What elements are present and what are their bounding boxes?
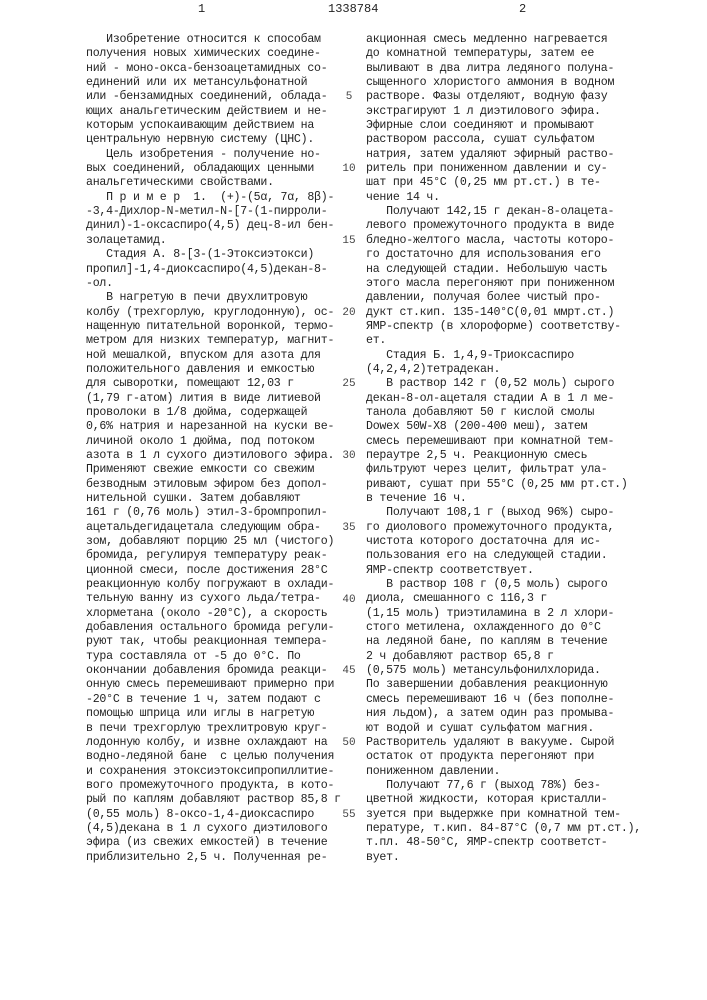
text-line: эфира (из свежих емкостей) в течение xyxy=(86,836,341,850)
text-line: Получают 77,6 г (выход 78%) без- xyxy=(366,779,641,793)
left-page-number: 1 xyxy=(198,2,205,16)
text-line: вует. xyxy=(366,851,641,865)
text-line: пературе, т.кип. 84-87°C (0,7 мм рт.ст.), xyxy=(366,822,641,836)
text-line: пользования его на следующей стадии. xyxy=(366,549,641,563)
text-line: давлении, получая более чистый про- xyxy=(366,291,641,305)
line-number: 55 xyxy=(339,809,359,821)
text-line: растворе. Фазы отделяют, водную фазу xyxy=(366,90,641,104)
text-line: этого масла перегоняют при пониженном xyxy=(366,277,641,291)
text-line: декан-8-ол-ацеталя стадии А в 1 л ме- xyxy=(366,392,641,406)
text-line: го достаточно для использования его xyxy=(366,248,641,262)
text-line: безводным этиловым эфиром без допол- xyxy=(86,478,341,492)
text-line: зуется при выдержке при комнатной тем- xyxy=(366,808,641,822)
text-line: бромида, регулируя температуру реак- xyxy=(86,549,341,563)
text-line: 0,6% натрия и нарезанной на куски ве- xyxy=(86,420,341,434)
text-line: В раствор 142 г (0,52 моль) сырого xyxy=(366,377,641,391)
text-line: пераутре 2,5 ч. Реакционную смесь xyxy=(366,449,641,463)
text-line: левого промежуточного продукта в виде xyxy=(366,219,641,233)
text-line: помощью шприца или иглы в нагретую xyxy=(86,707,341,721)
patent-number: 1338784 xyxy=(328,2,378,16)
text-line: ной мешалкой, впуском для азота для xyxy=(86,349,341,363)
left-text-column xyxy=(86,33,341,865)
text-line: По завершении добавления реакционную xyxy=(366,678,641,692)
text-line: рый по каплям добавляют раствор 85,8 г xyxy=(86,793,341,807)
text-line: ют водой и сушат сульфатом магния. xyxy=(366,722,641,736)
text-line: и сохранения этоксиэтоксипропиллитие- xyxy=(86,765,341,779)
right-page-number: 2 xyxy=(519,2,526,16)
text-line: получения новых химических соедине- xyxy=(86,47,341,61)
text-line: смесь перемешивают 16 ч (без пополне- xyxy=(366,693,641,707)
text-line: П р и м е р 1. (+)-(5α, 7α, 8β)- xyxy=(86,191,341,205)
text-line: положительного давления и емкостью xyxy=(86,363,341,377)
text-line: (1,79 г-атом) лития в виде литиевой xyxy=(86,392,341,406)
text-line: натрия, затем удаляют эфирный раство- xyxy=(366,148,641,162)
text-line: шат при 45°C (0,25 мм рт.ст.) в те- xyxy=(366,176,641,190)
text-line: ет. xyxy=(366,334,641,348)
text-line: -3,4-Дихлор-N-метил-N-[7-(1-пирроли- xyxy=(86,205,341,219)
text-line: акционная смесь медленно нагревается xyxy=(366,33,641,47)
text-line: (4,2,4,2)тетрадекан. xyxy=(366,363,641,377)
text-line: Стадия Б. 1,4,9-Триоксаспиро xyxy=(366,349,641,363)
text-line: для сыворотки, помещают 12,03 г xyxy=(86,377,341,391)
text-line: Получают 108,1 г (выход 96%) сыро- xyxy=(366,506,641,520)
text-line: тельную ванну из сухого льда/тетра- xyxy=(86,592,341,606)
text-line: Изобретение относится к способам xyxy=(86,33,341,47)
text-line: ривают, сушат при 55°C (0,25 мм рт.ст.) xyxy=(366,478,641,492)
text-line: бледно-желтого масла, частоты которо- xyxy=(366,234,641,248)
line-number: 5 xyxy=(339,91,359,103)
text-line: раствором рассола, сушат сульфатом xyxy=(366,133,641,147)
text-line: 2 ч добавляют раствор 65,8 г xyxy=(366,650,641,664)
line-number: 40 xyxy=(339,594,359,606)
text-line: водно-ледяной бане с целью получения xyxy=(86,750,341,764)
text-line: (4,5)декана в 1 л сухого диэтилового xyxy=(86,822,341,836)
text-line: тура составляла от -5 до 0°C. По xyxy=(86,650,341,664)
text-line: В нагретую в печи двухлитровую xyxy=(86,291,341,305)
text-line: азота в 1 л сухого диэтилового эфира. xyxy=(86,449,341,463)
text-line: т.пл. 48-50°C, ЯМР-спектр соответст- xyxy=(366,836,641,850)
text-line: золацетамид. xyxy=(86,234,341,248)
text-line: на следующей стадии. Небольшую часть xyxy=(366,263,641,277)
text-line: го диолового промежуточного продукта, xyxy=(366,521,641,535)
text-line: хлорметана (около -20°C), а скорость xyxy=(86,607,341,621)
text-line: ния льдом), а затем один раз промыва- xyxy=(366,707,641,721)
text-line: цветной жидкости, которая кристалли- xyxy=(366,793,641,807)
text-line: ционной смеси, после достижения 28°C xyxy=(86,564,341,578)
text-line: на ледяной бане, по каплям в течение xyxy=(366,635,641,649)
right-text-column xyxy=(366,33,641,865)
text-line: или -бензамидных соединений, облада- xyxy=(86,90,341,104)
text-line: экстрагируют 1 л диэтилового эфира. xyxy=(366,105,641,119)
text-line: ющих анальгетическим действием и не- xyxy=(86,105,341,119)
text-line: дукт ст.кип. 135-140°C(0,01 ммрт.ст.) xyxy=(366,306,641,320)
text-line: ний - моно-окса-бензоацетамидных со- xyxy=(86,62,341,76)
text-line: -ол. xyxy=(86,277,341,291)
text-line: единений или их метансульфонатной xyxy=(86,76,341,90)
text-line: Применяют свежие емкости со свежим xyxy=(86,463,341,477)
text-line: пропил]-1,4-диоксаспиро(4,5)декан-8- xyxy=(86,263,341,277)
text-line: реакционную колбу погружают в охлади- xyxy=(86,578,341,592)
text-line: Стадия А. 8-[3-(1-Этоксиэтокси) xyxy=(86,248,341,262)
text-line: центральную нервную систему (ЦНС). xyxy=(86,133,341,147)
text-line: нащенную питательной воронкой, термо- xyxy=(86,320,341,334)
text-line: в течение 16 ч. xyxy=(366,492,641,506)
text-line: пониженном давлении. xyxy=(366,765,641,779)
text-line: Получают 142,15 г декан-8-олацета- xyxy=(366,205,641,219)
text-line: проволоки в 1/8 дюйма, содержащей xyxy=(86,406,341,420)
text-line: Dowex 50W-X8 (200-400 меш), затем xyxy=(366,420,641,434)
text-line: чистота которого достаточна для ис- xyxy=(366,535,641,549)
text-line: онную смесь перемешивают примерно при xyxy=(86,678,341,692)
text-line: вого промежуточного продукта, в кото- xyxy=(86,779,341,793)
text-line: Цель изобретения - получение но- xyxy=(86,148,341,162)
text-line: в печи трехгорлую трехлитровую круг- xyxy=(86,722,341,736)
text-line: выливают в два литра ледяного полуна- xyxy=(366,62,641,76)
line-number: 15 xyxy=(339,235,359,247)
line-number: 20 xyxy=(339,307,359,319)
text-line: нительной сушки. Затем добавляют xyxy=(86,492,341,506)
text-line: 161 г (0,76 моль) этил-3-бромпропил- xyxy=(86,506,341,520)
text-line: лодонную колбу, и извне охлаждают на xyxy=(86,736,341,750)
text-line: которым успокаивающим действием на xyxy=(86,119,341,133)
line-number: 50 xyxy=(339,737,359,749)
text-line: до комнатной температуры, затем ее xyxy=(366,47,641,61)
text-line: анальгетическими свойствами. xyxy=(86,176,341,190)
text-line: добавления остального бромида регули- xyxy=(86,621,341,635)
line-number: 10 xyxy=(339,163,359,175)
text-line: ЯМР-спектр соответствует. xyxy=(366,564,641,578)
text-line: (0,575 моль) метансульфонилхлорида. xyxy=(366,664,641,678)
text-line: приблизительно 2,5 ч. Полученная ре- xyxy=(86,851,341,865)
text-line: (0,55 моль) 8-оксо-1,4-диоксаспиро xyxy=(86,808,341,822)
text-line: окончании добавления бромида реакци- xyxy=(86,664,341,678)
text-line: стого метилена, охлажденного до 0°C xyxy=(366,621,641,635)
text-line: личиной около 1 дюйма, под потоком xyxy=(86,435,341,449)
text-line: смесь перемешивают при комнатной тем- xyxy=(366,435,641,449)
text-line: колбу (трехгорлую, круглодонную), ос- xyxy=(86,306,341,320)
text-line: ритель при пониженном давлении и су- xyxy=(366,162,641,176)
line-number: 25 xyxy=(339,378,359,390)
text-line: чение 14 ч. xyxy=(366,191,641,205)
text-line: Растворитель удаляют в вакууме. Сырой xyxy=(366,736,641,750)
text-line: танола добавляют 50 г кислой смолы xyxy=(366,406,641,420)
text-line: руют так, чтобы реакционная темпера- xyxy=(86,635,341,649)
text-line: В раствор 108 г (0,5 моль) сырого xyxy=(366,578,641,592)
text-line: зом, добавляют порцию 25 мл (чистого) xyxy=(86,535,341,549)
text-line: динил)-1-оксаспиро(4,5) дец-8-ил бен- xyxy=(86,219,341,233)
text-line: ЯМР-спектр (в хлороформе) соответству- xyxy=(366,320,641,334)
text-line: ацетальдегидацетала следующим обра- xyxy=(86,521,341,535)
text-line: фильтруют через целит, фильтрат ула- xyxy=(366,463,641,477)
line-number: 45 xyxy=(339,665,359,677)
line-number: 35 xyxy=(339,522,359,534)
line-number: 30 xyxy=(339,450,359,462)
text-line: (1,15 моль) триэтиламина в 2 л хлори- xyxy=(366,607,641,621)
text-line: вых соединений, обладающих ценными xyxy=(86,162,341,176)
text-line: диола, смешанного с 116,3 г xyxy=(366,592,641,606)
text-line: сыщенного хлористого аммония в водном xyxy=(366,76,641,90)
text-line: -20°C в течение 1 ч, затем подают с xyxy=(86,693,341,707)
text-line: Эфирные слои соединяют и промывают xyxy=(366,119,641,133)
text-line: остаток от продукта перегоняют при xyxy=(366,750,641,764)
text-line: метром для низких температур, магнит- xyxy=(86,334,341,348)
